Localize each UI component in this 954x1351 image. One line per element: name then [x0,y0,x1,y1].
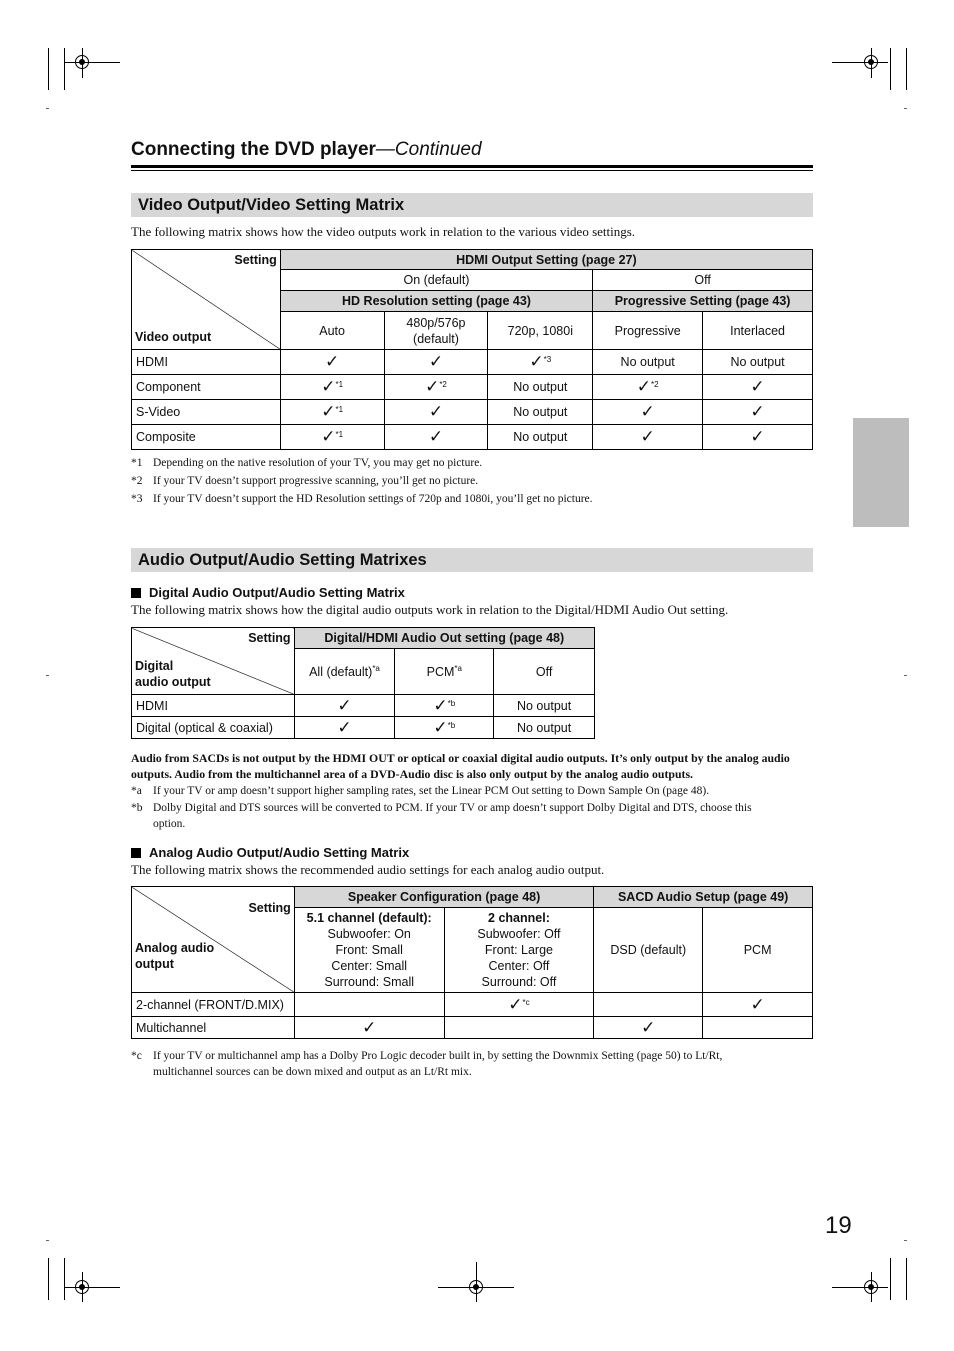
table-cell [703,375,813,400]
row-label: Digital (optical & coaxial) [132,717,295,739]
footnote-ref: *a [372,663,380,673]
crop-mark [64,1287,120,1288]
edge-tick [904,1240,907,1241]
footnote-text: Dolby Digital and DTS sources will be converted to PCM. If your TV or amp doesn’t support Dolby Digital and DTS, choose this [153,802,752,814]
registration-mark-icon [469,1280,483,1294]
footnote [131,785,813,803]
row-label: HDMI [132,695,295,717]
edge-tick [46,108,49,109]
checkmark-icon: ✓ [508,994,523,1015]
column-line: Subwoofer: Off [477,927,561,941]
table-cell [703,993,813,1017]
footnote-key: *c [131,1050,142,1062]
footnote-ref: *c [522,997,530,1007]
digital-audio-matrix [131,627,595,739]
section-heading-text: Audio Output/Audio Setting Matrixes [138,551,427,569]
table-cell [294,1017,444,1039]
footnote-text: If your TV or amp doesn’t support higher sampling rates, set the Linear PCM Out setting to Down Sample On (page 48). [153,785,710,797]
footnote-ref: *2 [651,379,659,389]
column-title: 2 channel: [488,911,550,925]
footnote-ref: *1 [335,429,344,439]
table-cell [593,425,703,450]
corner-setting-label: Setting [234,253,277,267]
footnote-text: If your TV doesn’t support progressive scanning, you’ll get no picture. [153,475,479,487]
column-header: PCM [703,908,813,993]
table-cell [594,1017,703,1039]
corner-output-line: output [135,957,174,971]
footnote-key: *2 [131,475,143,487]
footnote-ref: *1 [335,404,344,414]
corner-output-line: audio output [135,675,211,689]
section-heading-video [131,193,813,217]
crop-mark [890,1258,891,1300]
checkmark-icon: ✓ [636,377,651,397]
matrix-corner-cell [132,887,295,993]
header-rule [131,165,813,168]
checkmark-icon: ✓ [640,427,655,447]
row-label: Multichannel [132,1017,295,1039]
table-cell [594,993,703,1017]
table-cell: No output [494,695,595,717]
registration-mark-icon [864,55,878,69]
crop-mark [832,62,888,63]
analog-intro: The following matrix shows the recommended audio settings for each analog audio output. [131,862,605,877]
table-cell [488,350,593,375]
header-rule [131,170,813,171]
column-header [395,649,494,695]
column-line: Center: Off [488,959,550,973]
digital-intro: The following matrix shows how the digital audio outputs work in relation to the Digital/HDMI Audio Out setting. [131,602,729,617]
analog-audio-matrix [131,886,813,1039]
table-cell [703,400,813,425]
column-header: Interlaced [703,312,813,350]
table-cell [384,425,488,450]
footnote-ref: *2 [439,379,447,389]
table-cell [384,375,488,400]
table-cell [593,400,703,425]
checkmark-icon: ✓ [428,402,444,422]
row-label: HDMI [132,350,281,375]
footnote-key: *b [131,802,143,814]
registration-mark-icon [75,55,89,69]
table-row [132,375,813,400]
section-heading-audio [131,548,813,572]
checkmark-icon: ✓ [750,994,765,1015]
table-cell: No output [488,400,593,425]
column-header [294,908,444,993]
footnote-ref: *a [454,663,462,673]
checkmark-icon: ✓ [640,402,655,422]
table-cell [444,993,594,1017]
corner-output-label [135,940,214,972]
speaker-config-header: Speaker Configuration (page 48) [294,887,594,908]
table-cell [294,993,444,1017]
crop-mark [906,48,907,90]
row-label: Component [132,375,281,400]
digital-audio-out-header: Digital/HDMI Audio Out setting (page 48) [294,628,594,649]
footnote-key: *3 [131,493,143,505]
checkmark-icon: ✓ [750,402,765,422]
table-cell [294,717,395,739]
table-row [132,425,813,450]
column-line: Front: Small [335,943,403,957]
checkmark-icon: ✓ [428,352,444,372]
checkmark-icon: ✓ [433,695,448,716]
column-line: Surround: Off [481,975,557,989]
registration-mark-icon [75,1280,89,1294]
table-cell [384,400,488,425]
table-cell [280,400,384,425]
table-cell: No output [494,717,595,739]
table-cell: No output [488,375,593,400]
table-cell [703,1017,813,1039]
section-heading-text: Video Output/Video Setting Matrix [138,196,405,214]
footnote-text: multichannel sources can be down mixed and output as an Lt/Rt mix. [153,1066,472,1078]
crop-mark [64,62,120,63]
subheading-text: Analog Audio Output/Audio Setting Matrix [149,845,410,860]
page-header-title [131,139,482,161]
sacd-note: Audio from SACDs is not output by the HDMI OUT or optical or coaxial digital audio outputs. It’s only output by the analog audio outputs. Audio from the multichannel area of a DVD-Audio disc is also only output by the analog audio outputs. [131,751,790,781]
square-bullet-icon [131,848,141,858]
checkmark-icon: ✓ [337,695,352,716]
table-row [132,350,813,375]
video-intro: The following matrix shows how the video outputs work in relation to the various video settings. [131,224,636,239]
table-cell [703,425,813,450]
footnote [131,475,813,493]
footnote [131,457,813,475]
crop-mark [64,1258,65,1300]
table-cell [395,695,494,717]
table-row [132,400,813,425]
checkmark-icon: ✓ [362,1017,377,1038]
checkmark-icon: ✓ [321,402,336,422]
checkmark-icon: ✓ [321,427,336,447]
column-header: DSD (default) [594,908,703,993]
table-cell [384,350,488,375]
corner-output-line: Digital [135,659,174,673]
column-title: 5.1 channel (default): [306,911,432,925]
matrix-corner-cell [132,628,295,695]
checkmark-icon: ✓ [750,427,765,447]
sacd-audio-setup-header: SACD Audio Setup (page 49) [594,887,813,908]
column-header [444,908,594,993]
table-cell [280,350,384,375]
edge-tick [904,675,907,676]
edge-tick [46,675,49,676]
footnote-key: *1 [131,457,143,469]
footnote-ref: *3 [543,354,552,364]
page-number: 19 [825,1212,852,1239]
digital-subheading [131,585,405,600]
crop-mark [906,1258,907,1300]
footnote-text: If your TV or multichannel amp has a Dolby Pro Logic decoder built in, by setting the Downmix Setting (page 50) to Lt/Rt, [153,1050,723,1062]
crop-mark [64,48,65,90]
column-header: 720p, 1080i [488,312,593,350]
footnote-text: If your TV doesn’t support the HD Resolution settings of 720p and 1080i, you’ll get no picture. [153,493,593,505]
checkmark-icon: ✓ [425,377,440,397]
table-cell: No output [593,350,703,375]
table-cell [294,695,395,717]
corner-output-label: Video output [135,330,212,344]
table-cell [395,717,494,739]
corner-output-line: Analog audio [135,941,215,955]
footnote [131,493,813,511]
crop-mark [832,1287,888,1288]
column-header: Auto [280,312,384,350]
row-label: Composite [132,425,281,450]
table-cell [444,1017,594,1039]
column-header-text: PCM [426,665,455,680]
footnote-text: option. [153,818,186,830]
footnote-ref: *b [447,720,456,730]
column-line: Front: Large [484,943,553,957]
checkmark-icon: ✓ [325,352,340,372]
off-header: Off [593,270,813,291]
checkmark-icon: ✓ [428,427,444,447]
footnote [131,1050,813,1084]
table-cell [593,375,703,400]
analog-subheading [131,845,409,860]
hd-resolution-header: HD Resolution setting (page 43) [280,291,592,312]
row-label: 2-channel (FRONT/D.MIX) [132,993,295,1017]
footnote-text: Depending on the native resolution of your TV, you may get no picture. [153,457,483,469]
progressive-setting-header: Progressive Setting (page 43) [593,291,813,312]
column-header-text: 480p/576p (default) [406,315,466,346]
subheading-text: Digital Audio Output/Audio Setting Matrix [149,585,405,600]
header-continued: —Continued [375,139,482,160]
footnote-key: *a [131,785,142,797]
crop-mark [48,1258,49,1300]
matrix-corner-cell [132,250,281,350]
checkmark-icon: ✓ [321,377,336,397]
checkmark-icon: ✓ [337,717,352,738]
checkmark-icon: ✓ [641,1017,656,1038]
edge-tick [46,1240,49,1241]
square-bullet-icon [131,588,141,598]
crop-mark [890,48,891,90]
header-title-text: Connecting the DVD player [131,139,376,160]
footnote-ref: *b [447,698,456,708]
chapter-side-tab [853,418,909,527]
checkmark-icon: ✓ [433,717,448,738]
column-header [294,649,395,695]
table-cell [280,375,384,400]
column-line: Subwoofer: On [327,927,411,941]
corner-setting-label: Setting [248,901,291,915]
hdmi-output-setting-header: HDMI Output Setting (page 27) [280,250,812,270]
checkmark-icon: ✓ [529,352,544,372]
corner-output-label [135,658,211,690]
table-cell [280,425,384,450]
column-line: Center: Small [331,959,408,973]
column-header [384,312,488,350]
row-label: S-Video [132,400,281,425]
video-setting-matrix [131,249,813,450]
footnote [131,802,813,836]
footnote-ref: *1 [335,379,344,389]
column-header: Progressive [593,312,703,350]
crop-mark [48,48,49,90]
column-header: Off [494,649,595,695]
checkmark-icon: ✓ [750,377,765,397]
table-cell: No output [488,425,593,450]
column-line: Surround: Small [324,975,414,989]
registration-mark-icon [864,1280,878,1294]
table-cell: No output [703,350,813,375]
column-header-text: All (default) [309,665,373,680]
on-default-header: On (default) [280,270,592,291]
edge-tick [904,108,907,109]
corner-setting-label: Setting [248,631,291,645]
